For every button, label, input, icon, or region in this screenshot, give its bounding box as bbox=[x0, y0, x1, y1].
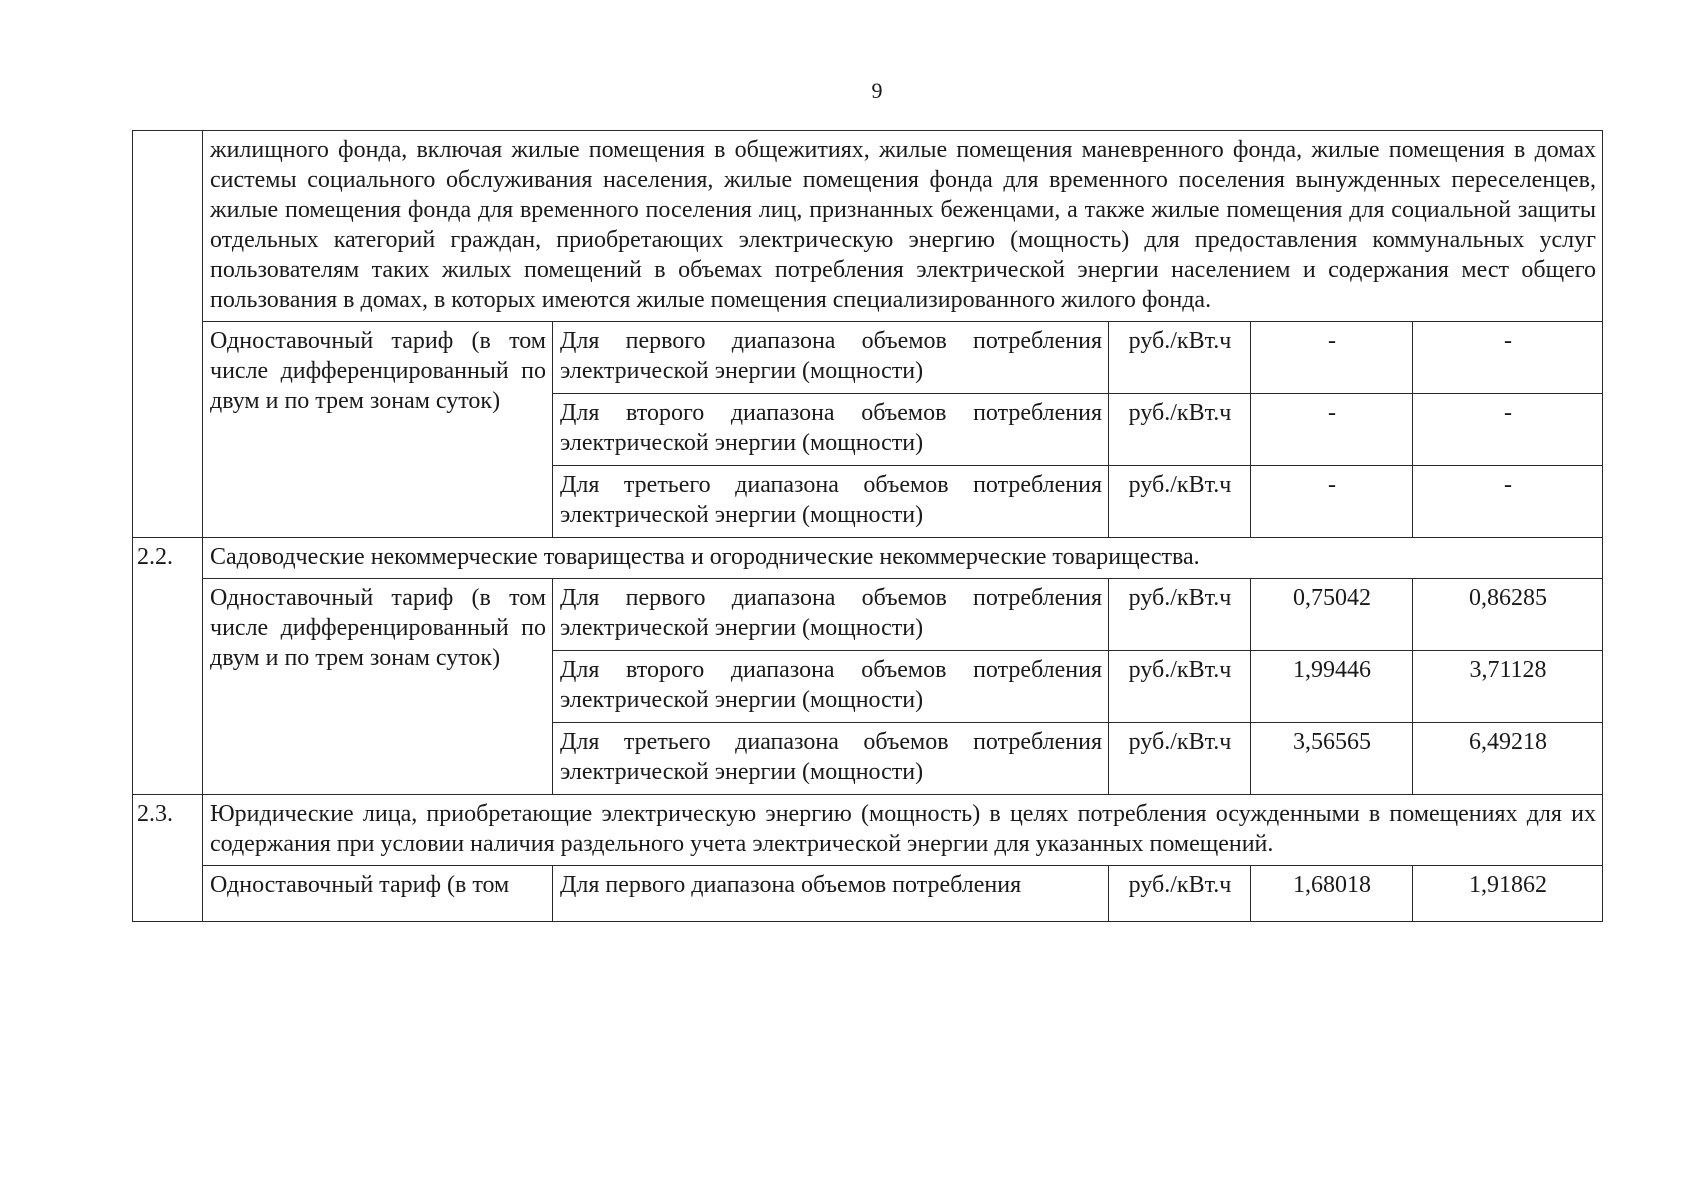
range-cell: Для первого диапазона объемов потребления bbox=[553, 866, 1109, 922]
unit-cell: руб./кВт.ч bbox=[1109, 579, 1251, 651]
value-cell-2: - bbox=[1413, 322, 1603, 394]
value-cell-2: - bbox=[1413, 466, 1603, 538]
section-row bbox=[133, 538, 1603, 579]
value-cell-2: 6,49218 bbox=[1413, 723, 1603, 795]
section-description: Юридические лица, приобретающие электрическую энергию (мощность) в целях потребления осужденными в помещениях для их содержания при условии наличия раздельного учета электрической энергии для указанных помещений. bbox=[203, 795, 1603, 866]
value-cell-2: 0,86285 bbox=[1413, 579, 1603, 651]
range-cell: Для первого диапазона объемов потребления электрической энергии (мощности) bbox=[553, 322, 1109, 394]
value-cell-2: 1,91862 bbox=[1413, 866, 1603, 922]
unit-cell: руб./кВт.ч bbox=[1109, 466, 1251, 538]
section-row bbox=[133, 131, 1603, 322]
tariff-name: Одноставочный тариф (в том числе дифференцированный по двум и по трем зонам суток) bbox=[203, 579, 553, 795]
range-cell: Для второго диапазона объемов потребления электрической энергии (мощности) bbox=[553, 651, 1109, 723]
value-cell-1: - bbox=[1251, 322, 1413, 394]
unit-cell: руб./кВт.ч bbox=[1109, 866, 1251, 922]
section-number bbox=[133, 131, 203, 538]
tariff-name: Одноставочный тариф (в том bbox=[203, 866, 553, 922]
section-number: 2.3. bbox=[133, 795, 203, 922]
table-row bbox=[133, 322, 1603, 394]
value-cell-2: - bbox=[1413, 394, 1603, 466]
range-cell: Для первого диапазона объемов потребления электрической энергии (мощности) bbox=[553, 579, 1109, 651]
section-number: 2.2. bbox=[133, 538, 203, 795]
unit-cell: руб./кВт.ч bbox=[1109, 394, 1251, 466]
value-cell-1: - bbox=[1251, 466, 1413, 538]
page-number: 9 bbox=[871, 78, 883, 103]
range-cell: Для третьего диапазона объемов потребления электрической энергии (мощности) bbox=[553, 723, 1109, 795]
value-cell-1: 1,68018 bbox=[1251, 866, 1413, 922]
table-row bbox=[133, 866, 1603, 922]
tariff-name: Одноставочный тариф (в том числе дифференцированный по двум и по трем зонам суток) bbox=[203, 322, 553, 538]
value-cell-1: 3,56565 bbox=[1251, 723, 1413, 795]
value-cell-1: 1,99446 bbox=[1251, 651, 1413, 723]
value-cell-1: 0,75042 bbox=[1251, 579, 1413, 651]
unit-cell: руб./кВт.ч bbox=[1109, 322, 1251, 394]
range-cell: Для третьего диапазона объемов потребления электрической энергии (мощности) bbox=[553, 466, 1109, 538]
table-row bbox=[133, 579, 1603, 651]
section-description: Садоводческие некоммерческие товарищества и огороднические некоммерческие товарищества. bbox=[203, 538, 1603, 579]
range-cell: Для второго диапазона объемов потребления электрической энергии (мощности) bbox=[553, 394, 1109, 466]
section-description: жилищного фонда, включая жилые помещения в общежитиях, жилые помещения маневренного фонда, жилые помещения в домах системы социального обслуживания населения, жилые помещения фонда для временного поселения вынужденных переселенцев, жилые помещения фонда для временного поселения лиц, признанных беженцами, а также жилые помещения для социальной защиты отдельных категорий граждан, приобретающих электрическую энергию (мощность) для предоставления коммунальных услуг пользователям таких жилых помещений в объемах потребления электрической энергии населением и содержания мест общего пользования в домах, в которых имеются жилые помещения специализированного жилого фонда. bbox=[203, 131, 1603, 322]
unit-cell: руб./кВт.ч bbox=[1109, 723, 1251, 795]
value-cell-1: - bbox=[1251, 394, 1413, 466]
tariff-table bbox=[132, 130, 1603, 922]
value-cell-2: 3,71128 bbox=[1413, 651, 1603, 723]
section-row bbox=[133, 795, 1603, 866]
unit-cell: руб./кВт.ч bbox=[1109, 651, 1251, 723]
